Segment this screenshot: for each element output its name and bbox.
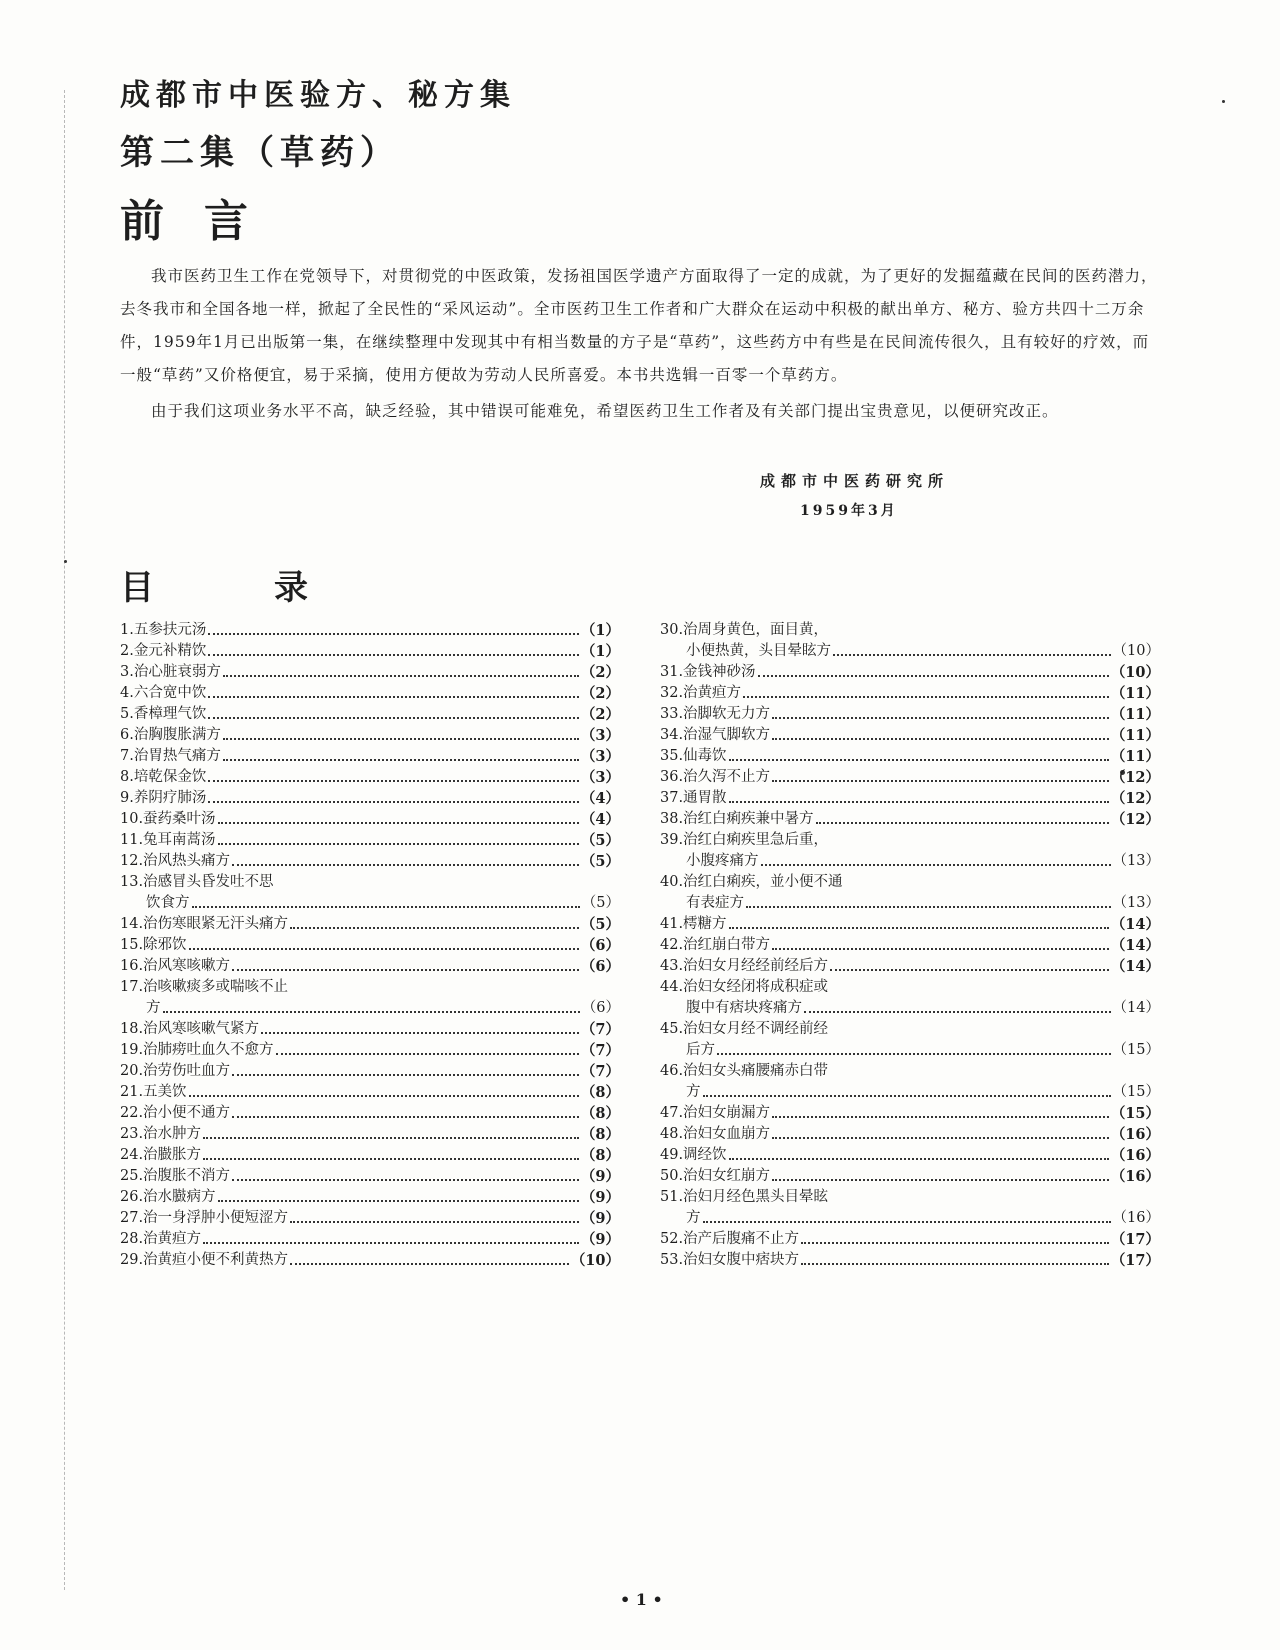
toc-entry-label: 33.治脚软无力方 xyxy=(660,706,771,722)
toc-entry-label: 14.治伤寒眼紧无汗头痛方 xyxy=(120,916,289,932)
toc-entry xyxy=(660,1229,1160,1250)
toc-entry-page: （14） xyxy=(1110,916,1160,933)
toc-leader-dots xyxy=(232,956,579,971)
toc-leader-dots xyxy=(189,935,579,950)
toc-entry-page: （8） xyxy=(580,1105,620,1122)
toc-entry-label: 50.治妇女红崩方 xyxy=(660,1168,771,1184)
toc-entry xyxy=(120,1061,620,1082)
toc-leader-dots xyxy=(290,1250,569,1265)
toc-leader-dots xyxy=(203,1124,579,1139)
toc-leader-dots xyxy=(758,662,1109,677)
toc-entry-page: （10） xyxy=(570,1252,620,1269)
toc-entry-label: 1.五参扶元汤 xyxy=(120,622,207,638)
toc-continuation-label: 小腹疼痛方 xyxy=(686,853,759,869)
toc-entry-label: 21.五美饮 xyxy=(120,1084,187,1100)
toc-entry-page: （12） xyxy=(1110,769,1160,786)
toc-leader-dots xyxy=(232,1103,579,1118)
toc-entry-label: 19.治肺痨吐血久不愈方 xyxy=(120,1042,274,1058)
toc-entry-page: （17） xyxy=(1110,1231,1160,1248)
toc-entry-page: （5） xyxy=(580,916,620,933)
toc-entry-label: 34.治湿气脚软方 xyxy=(660,727,771,743)
toc-entry-label: 22.治小便不通方 xyxy=(120,1105,231,1121)
toc-entry xyxy=(120,956,620,977)
toc-entry xyxy=(660,956,1160,977)
toc-leader-dots xyxy=(729,746,1109,761)
toc-entry xyxy=(660,914,1160,935)
toc-leader-dots xyxy=(208,620,579,635)
toc-entry xyxy=(120,1103,620,1124)
toc-leader-dots xyxy=(232,1166,579,1181)
toc-entry-page: （7） xyxy=(580,1063,620,1080)
toc-entry-page: （13） xyxy=(1112,895,1160,911)
toc-column-1 xyxy=(120,620,640,1271)
toc-leader-dots xyxy=(743,683,1109,698)
toc-entry xyxy=(660,683,1160,704)
toc-entry-page: （4） xyxy=(580,811,620,828)
toc-entry-page: （11） xyxy=(1110,748,1160,765)
preface-heading: 前言 xyxy=(120,196,288,247)
toc-entry-label: 40.治红白痢疾，並小便不通 xyxy=(660,874,843,890)
toc-entry-label: 46.治妇女头痛腰痛赤白带 xyxy=(660,1063,829,1079)
preface-paragraph-2: 由于我们这项业务水平不高，缺乏经验，其中错误可能难免，希望医药卫生工作者及有关部门提出宝贵意见，以便研究改正。 xyxy=(151,402,1059,420)
toc-entry-page: （15） xyxy=(1112,1084,1160,1100)
toc-entry xyxy=(120,683,620,704)
toc-continuation-label: 腹中有痞块疼痛方 xyxy=(686,1000,802,1016)
toc-entry xyxy=(120,1208,620,1229)
toc-leader-dots xyxy=(203,1229,579,1244)
toc-entry-label: 27.治一身浮肿小便短涩方 xyxy=(120,1210,289,1226)
toc-entry-page: （8） xyxy=(580,1084,620,1101)
toc-leader-dots xyxy=(746,893,1111,908)
toc-entry-page: （10） xyxy=(1112,643,1160,659)
toc-entry-label: 5.香樟理气饮 xyxy=(120,706,207,722)
toc-entry xyxy=(120,1019,620,1040)
toc-leader-dots xyxy=(772,1166,1109,1181)
toc-entry xyxy=(120,830,620,851)
toc-entry-label: 31.金钱神砂汤 xyxy=(660,664,756,680)
toc-entry-label: 53.治妇女腹中痞块方 xyxy=(660,1252,800,1268)
toc-entry-page: （5） xyxy=(580,853,620,870)
toc-entry-label: 15.除邪饮 xyxy=(120,937,187,953)
toc-entry-label: 25.治腹胀不消方 xyxy=(120,1168,231,1184)
preface-paragraph-1: 我市医药卫生工作在党领导下，对贯彻党的中医政策，发扬祖国医学遗产方面取得了一定的成就，为了更好的发掘蕴藏在民间的医药潜力，去冬我市和全国各地一样，掀起了全民性的“采风运动”。全市医药卫生工作者和广大群众在运动中积极的献出单方、秘方、验方共四十二万余件，1959年1月已出版第一集，在继续整理中发现其中有相当数量的方子是“草药”，这些药方中有些是在民间流传很久，且有较好的疗效，而一般“草药”又价格便宜，易于采摘，使用方便故为劳动人民所喜爱。本书共选辑一百零一个草药方。 xyxy=(120,267,1158,384)
toc-entry-page: （14） xyxy=(1110,958,1160,975)
toc-entry-page: （3） xyxy=(580,727,620,744)
toc-leader-dots xyxy=(218,1187,579,1202)
toc-entry-page: （2） xyxy=(580,706,620,723)
toc-entry-page: （3） xyxy=(580,769,620,786)
toc-entry-label: 48.治妇女血崩方 xyxy=(660,1126,771,1142)
toc-leader-dots xyxy=(223,662,579,677)
toc-leader-dots xyxy=(208,641,579,656)
toc-leader-dots xyxy=(772,1103,1109,1118)
toc-entry-label: 18.治风寒咳嗽气紧方 xyxy=(120,1021,260,1037)
toc-entry xyxy=(120,704,620,725)
toc-entry xyxy=(120,1040,620,1061)
toc-entry xyxy=(660,1124,1160,1145)
toc-entry-page: （5） xyxy=(580,832,620,849)
toc-entry-page: （14） xyxy=(1110,937,1160,954)
toc-entry-page: （8） xyxy=(580,1147,620,1164)
toc-entry-label: 24.治臌胀方 xyxy=(120,1147,202,1163)
toc-leader-dots xyxy=(830,956,1109,971)
toc-entry-page: （9） xyxy=(580,1189,620,1206)
toc-leader-dots xyxy=(703,1082,1111,1097)
toc-entry-page: （16） xyxy=(1110,1147,1160,1164)
toc-entry-label: 44.治妇女经闭将成积症或 xyxy=(660,979,829,995)
toc-leader-dots xyxy=(218,809,579,824)
toc-leader-dots xyxy=(801,1229,1109,1244)
toc-entry-page: （6） xyxy=(580,937,620,954)
toc-entry xyxy=(660,977,1160,998)
toc-entry-page: （9） xyxy=(580,1168,620,1185)
toc-leader-dots xyxy=(772,767,1109,782)
toc-leader-dots xyxy=(223,725,579,740)
toc-leader-dots xyxy=(261,1019,579,1034)
toc-entry-continuation xyxy=(660,851,1160,872)
preface-subtitle: 第二集（草药） xyxy=(120,133,400,173)
toc-entry-page: （9） xyxy=(580,1210,620,1227)
toc-entry xyxy=(660,1103,1160,1124)
toc-entry-page: （13） xyxy=(1112,853,1160,869)
toc-entry-page: （16） xyxy=(1112,1210,1160,1226)
toc-entry-label: 30.治周身黄色，面目黄， xyxy=(660,622,829,638)
toc-entry-label: 49.调经饮 xyxy=(660,1147,727,1163)
toc-entry-page: （3） xyxy=(580,748,620,765)
toc-leader-dots xyxy=(208,788,579,803)
toc-entry-label: 32.治黄疸方 xyxy=(660,685,742,701)
toc-entry-page: （15） xyxy=(1112,1042,1160,1058)
toc-leader-dots xyxy=(761,851,1111,866)
toc-entry-continuation xyxy=(660,893,1160,914)
toc-leader-dots xyxy=(290,914,579,929)
toc-title xyxy=(120,560,428,609)
toc-entry xyxy=(660,1187,1160,1208)
page-number: • 1 • xyxy=(620,1590,663,1609)
toc-entry-label: 12.治风热头痛方 xyxy=(120,853,231,869)
toc-entry-label: 11.兔耳南蒿汤 xyxy=(120,832,216,848)
toc-entry-page: （6） xyxy=(580,958,620,975)
toc-continuation-label: 有表症方 xyxy=(686,895,744,911)
toc-entry-label: 16.治风寒咳嗽方 xyxy=(120,958,231,974)
toc-entry-label: 2.金元补精饮 xyxy=(120,643,207,659)
toc-leader-dots xyxy=(703,1208,1111,1223)
toc-leader-dots xyxy=(208,704,579,719)
toc-entry-page: （15） xyxy=(1110,1105,1160,1122)
toc-entry-page: （6） xyxy=(581,1000,620,1016)
toc-entry xyxy=(660,809,1160,830)
toc-entry-page: （9） xyxy=(580,1231,620,1248)
toc-entry-label: 23.治水肿方 xyxy=(120,1126,202,1142)
toc-entry xyxy=(660,1061,1160,1082)
toc-entry xyxy=(120,1229,620,1250)
toc-entry-label: 37.通胃散 xyxy=(660,790,727,806)
toc-entry-page: （1） xyxy=(580,643,620,660)
toc-entry xyxy=(120,977,620,998)
toc-entry xyxy=(120,1166,620,1187)
toc-entry-page: （11） xyxy=(1110,727,1160,744)
toc-entry-label: 43.治妇女月经经前经后方 xyxy=(660,958,829,974)
toc-entry-label: 13.治感冒头昏发吐不思 xyxy=(120,874,274,890)
toc-entry xyxy=(660,788,1160,809)
toc-entry xyxy=(120,1082,620,1103)
toc-leader-dots xyxy=(189,1082,579,1097)
toc-entry-page: （8） xyxy=(580,1126,620,1143)
toc-leader-dots xyxy=(729,914,1109,929)
toc-leader-dots xyxy=(203,1145,579,1160)
toc-title-text: 目录 xyxy=(120,568,428,608)
toc-entry-page: （12） xyxy=(1110,790,1160,807)
toc-entry-label: 17.治咳嗽痰多或喘咳不止 xyxy=(120,979,289,995)
toc-entry xyxy=(660,1145,1160,1166)
toc-entry-label: 8.培乾保金饮 xyxy=(120,769,207,785)
toc-entry-label: 26.治水臌病方 xyxy=(120,1189,216,1205)
toc-leader-dots xyxy=(218,830,579,845)
toc-entry xyxy=(120,1187,620,1208)
toc-continuation-label: 饮食方 xyxy=(146,895,190,911)
toc-leader-dots xyxy=(208,683,579,698)
toc-entry-label: 7.治胃热气痛方 xyxy=(120,748,221,764)
toc-entry xyxy=(120,725,620,746)
toc-entry-continuation xyxy=(120,893,620,914)
toc-leader-dots xyxy=(232,851,579,866)
toc-entry xyxy=(120,935,620,956)
toc-entry xyxy=(660,746,1160,767)
toc-entry-page: （5） xyxy=(581,895,620,911)
toc-entry-label: 52.治产后腹痛不止方 xyxy=(660,1231,800,1247)
toc-entry xyxy=(120,1124,620,1145)
toc-entry-label: 45.治妇女月经不调经前经 xyxy=(660,1021,829,1037)
toc-leader-dots xyxy=(772,725,1109,740)
toc-entry xyxy=(120,914,620,935)
toc-leader-dots xyxy=(163,998,580,1013)
toc-leader-dots xyxy=(208,767,579,782)
preface-date: 1959年3月 xyxy=(800,503,898,519)
toc-entry-continuation xyxy=(660,1082,1160,1103)
toc-entry-label: 6.治胸腹胀满方 xyxy=(120,727,221,743)
toc-leader-dots xyxy=(772,935,1109,950)
toc-entry-page: （2） xyxy=(580,664,620,681)
toc-entry-label: 4.六合宽中饮 xyxy=(120,685,207,701)
toc-continuation-label: 后方 xyxy=(686,1042,715,1058)
toc-entry xyxy=(120,746,620,767)
toc-entry-label: 9.养阴疗肺汤 xyxy=(120,790,207,806)
toc-entry-page: （14） xyxy=(1112,1000,1160,1016)
toc-entry-label: 3.治心脏衰弱方 xyxy=(120,664,221,680)
toc-entry-label: 29.治黄疸小便不利黄热方 xyxy=(120,1252,289,1268)
toc-entry-label: 36.治久泻不止方 xyxy=(660,769,771,785)
toc-entry xyxy=(120,662,620,683)
toc-leader-dots xyxy=(192,893,580,908)
toc-entry xyxy=(660,1166,1160,1187)
toc-leader-dots xyxy=(772,704,1109,719)
preface-signature: 成都市中医药研究所 xyxy=(760,472,950,490)
toc-entry-page: （1） xyxy=(580,622,620,639)
toc-leader-dots xyxy=(232,1061,579,1076)
toc-leader-dots xyxy=(833,641,1111,656)
toc-entry xyxy=(120,1145,620,1166)
toc-entry-label: 28.治黄疸方 xyxy=(120,1231,202,1247)
toc-entry xyxy=(660,872,1160,893)
toc-entry-label: 38.治红白痢疾兼中暑方 xyxy=(660,811,814,827)
toc-leader-dots xyxy=(729,1145,1109,1160)
toc-entry-page: （7） xyxy=(580,1042,620,1059)
toc-entry xyxy=(120,809,620,830)
toc-entry xyxy=(120,851,620,872)
toc-entry-page: （10） xyxy=(1110,664,1160,681)
toc-leader-dots xyxy=(290,1208,579,1223)
toc-continuation-label: 方 xyxy=(146,1000,161,1016)
toc-entry xyxy=(660,935,1160,956)
toc-column-2 xyxy=(660,620,1180,1271)
toc-entry xyxy=(660,620,1160,641)
toc-leader-dots xyxy=(223,746,579,761)
toc-leader-dots xyxy=(804,998,1111,1013)
toc-entry xyxy=(660,1019,1160,1040)
toc-entry-continuation xyxy=(660,641,1160,662)
toc-entry-continuation xyxy=(660,998,1160,1019)
toc-entry-label: 35.仙毒饮 xyxy=(660,748,727,764)
toc-entry xyxy=(660,767,1160,788)
toc-entry-label: 10.蚕药桑叶汤 xyxy=(120,811,216,827)
toc-entry-label: 39.治红白痢疾里急后重， xyxy=(660,832,829,848)
toc-entry-page: （11） xyxy=(1110,685,1160,702)
toc-entry-page: （4） xyxy=(580,790,620,807)
toc-entry xyxy=(120,1250,620,1271)
toc-leader-dots xyxy=(729,788,1109,803)
toc-entry xyxy=(120,641,620,662)
toc-entry-label: 41.樗糖方 xyxy=(660,916,727,932)
toc-leader-dots xyxy=(816,809,1109,824)
toc-entry-label: 42.治红崩白带方 xyxy=(660,937,771,953)
toc-entry-page: （16） xyxy=(1110,1168,1160,1185)
toc-leader-dots xyxy=(276,1040,579,1055)
toc-entry-label: 47.治妇女崩漏方 xyxy=(660,1105,771,1121)
toc-entry xyxy=(660,725,1160,746)
toc-entry-page: （16） xyxy=(1110,1126,1160,1143)
toc-continuation-label: 方 xyxy=(686,1210,701,1226)
toc-entry-label: 51.治妇月经色黑头目晕眩 xyxy=(660,1189,829,1205)
toc-entry xyxy=(120,620,620,641)
toc-leader-dots xyxy=(801,1250,1109,1265)
toc-leader-dots xyxy=(772,1124,1109,1139)
toc-continuation-label: 方 xyxy=(686,1084,701,1100)
toc-entry-label: 20.治劳伤吐血方 xyxy=(120,1063,231,1079)
toc-entry-page: （11） xyxy=(1110,706,1160,723)
toc-entry xyxy=(660,704,1160,725)
toc-entry xyxy=(660,1250,1160,1271)
toc-entry-continuation xyxy=(660,1040,1160,1061)
toc-continuation-label: 小便热黄，头目晕眩方 xyxy=(686,643,831,659)
toc-entry xyxy=(120,767,620,788)
toc-entry xyxy=(660,662,1160,683)
toc-entry-page: （7） xyxy=(580,1021,620,1038)
toc-entry xyxy=(660,830,1160,851)
toc-leader-dots xyxy=(717,1040,1111,1055)
toc-entry-page: （17） xyxy=(1110,1252,1160,1269)
toc-entry xyxy=(120,788,620,809)
toc-entry-page: （2） xyxy=(580,685,620,702)
toc-entry-page: （12） xyxy=(1110,811,1160,828)
toc-entry-continuation xyxy=(120,998,620,1019)
preface-title: 成都市中医验方、秘方集 xyxy=(120,78,516,113)
toc-entry xyxy=(120,872,620,893)
toc-entry-continuation xyxy=(660,1208,1160,1229)
